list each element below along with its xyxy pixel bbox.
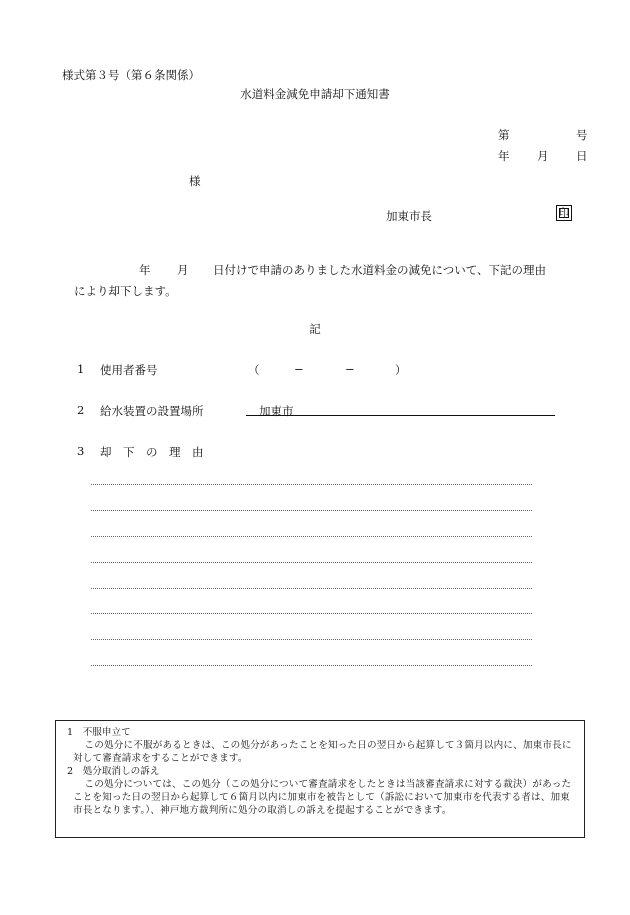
document-number-prefix: 第	[498, 128, 510, 142]
form-number-label: 様式第３号（第６条関係）	[62, 68, 200, 82]
reason-line	[91, 665, 532, 666]
reason-char-5: 由	[192, 445, 204, 459]
reason-line	[91, 510, 532, 511]
objection-text: この処分に不服があるときは、この処分があったことを知った日の翌日から起算して３箇月以内に、加東市長に対して審査請求をすることができます。	[73, 740, 572, 764]
issuer-name: 加東市長	[386, 209, 432, 223]
reason-char-3: の	[146, 445, 158, 459]
objection-heading: 1 不服申立て	[67, 727, 131, 738]
reason-line	[91, 484, 532, 485]
issue-date-year: 年	[498, 149, 510, 163]
addressee-honorific: 様	[189, 174, 201, 188]
revocation-suit-heading: 2 処分取消しの訴え	[67, 766, 160, 777]
installation-location-value: 加東市	[259, 404, 294, 418]
seal-inner-frame	[559, 208, 569, 218]
document-title: 水道料金減免申請却下通知書	[240, 87, 390, 101]
item-number-3: 3	[77, 444, 85, 458]
seal-character: 印	[558, 207, 570, 219]
user-number-label: 使用者番号	[100, 363, 158, 377]
revocation-suit-text: この処分については、この処分（この処分について審査請求をしたときは当該審査請求に対する裁決）があったことを知った日の翌日から起算して６箇月以内に加東市を被告として（訴訟において加東市を代表する者は、加東市長となります。）、神戸地方裁判所に処分の取消しの訴えを提起することができます。	[73, 779, 572, 816]
user-number-dash-1: −	[294, 362, 304, 376]
body-text: 日付けで申請のありました水道料金の減免について、下記の理由	[213, 263, 547, 277]
user-number-paren-open: （	[248, 363, 260, 377]
seal-mark	[556, 205, 572, 221]
body-year: 年	[139, 263, 151, 277]
appeal-notice-box	[55, 720, 585, 838]
reason-line	[91, 639, 532, 640]
rejection-reason-label	[100, 444, 215, 460]
item-number-1: 1	[77, 362, 85, 376]
user-number-paren-close: ）	[395, 363, 407, 377]
reason-line	[91, 562, 532, 563]
reason-line	[91, 588, 532, 589]
body-text-line2: により却下します。	[74, 284, 177, 298]
user-number-dash-2: −	[345, 362, 355, 376]
body-month: 月	[177, 263, 189, 277]
document-number-suffix: 号	[576, 128, 588, 142]
issue-date-day: 日	[576, 149, 588, 163]
item-number-2: 2	[77, 403, 85, 417]
issue-date-month: 月	[537, 149, 549, 163]
installation-location-label: 給水装置の設置場所	[100, 404, 204, 418]
reason-char-4: 理	[169, 445, 181, 459]
ki-heading: 記	[309, 322, 321, 336]
reason-char-1: 却	[100, 445, 112, 459]
reason-line	[91, 613, 532, 614]
reason-char-2: 下	[123, 445, 135, 459]
reason-line	[91, 536, 532, 537]
